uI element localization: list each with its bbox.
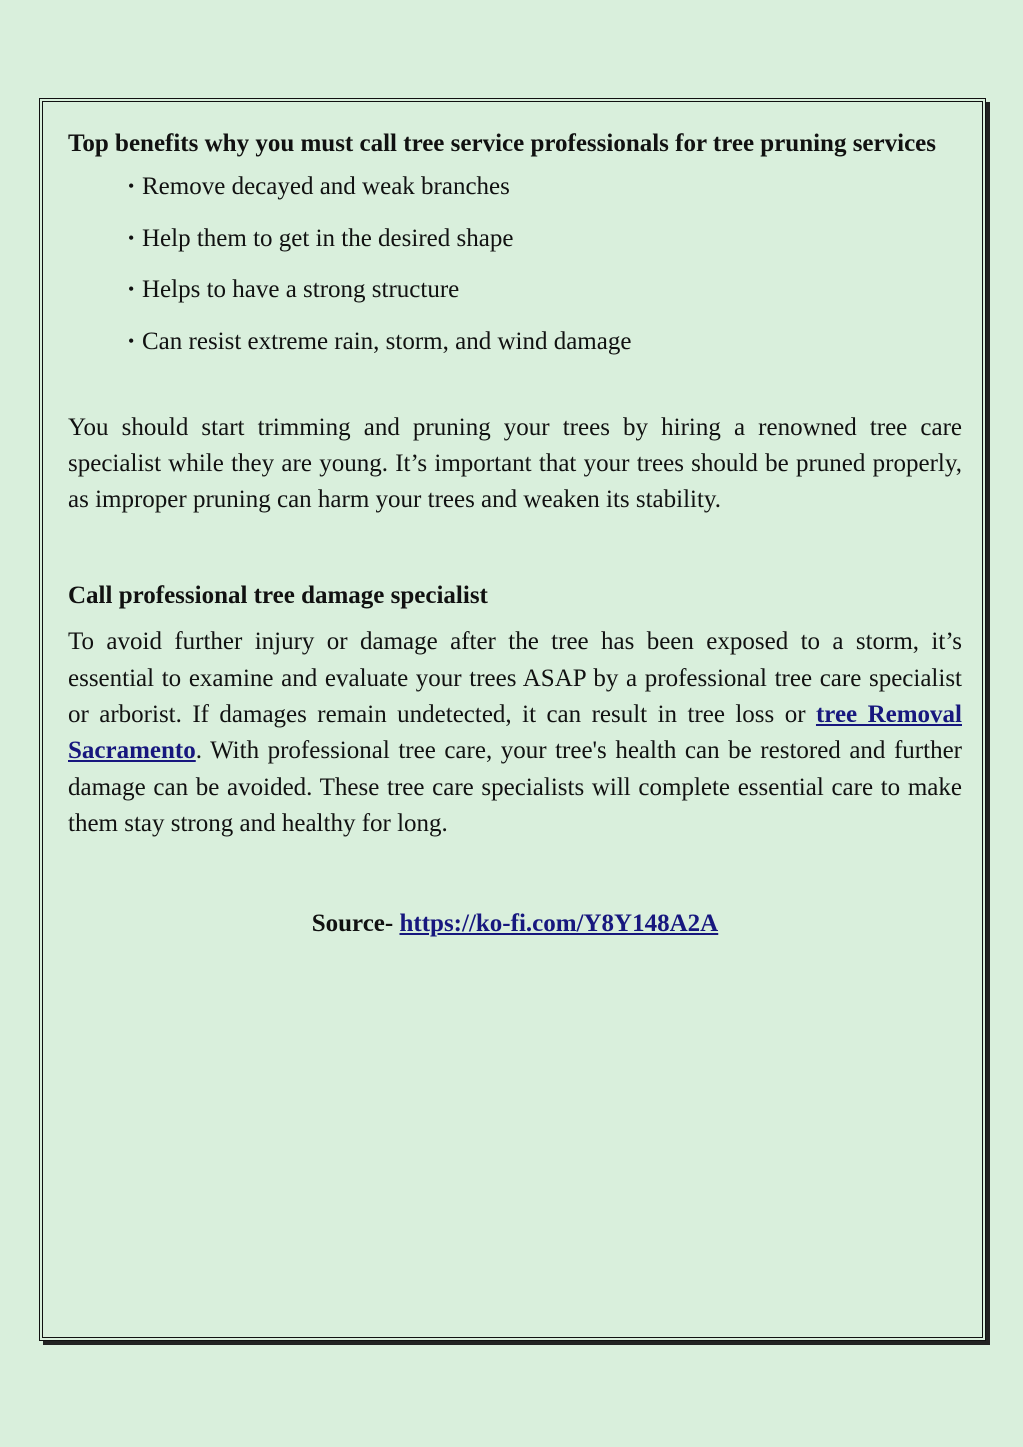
bullet-icon: •: [128, 279, 135, 299]
damage-specialist-heading: Call professional tree damage specialist: [68, 582, 488, 610]
damage-paragraph-text-after: . With professional tree care, your tree's health can be restored and further damage can be avoided. These tree care specialists will complete essential care to make them stay strong and healthy for long.: [68, 737, 962, 837]
source-label: Source-: [311, 910, 400, 938]
bullet-icon: •: [128, 330, 135, 351]
pruning-paragraph: You should start trimming and pruning your trees by hiring a renowned tree care specialist while they are young. It’s important that your trees should be pruned properly, as improper pruning can harm your trees and weaken its stability.: [68, 413, 962, 514]
benefits-list: [68, 168, 962, 360]
bullet-icon: •: [128, 227, 135, 248]
source-line: [68, 906, 962, 942]
benefits-heading: Top benefits why you must call tree service professionals for tree pruning services: [68, 130, 936, 157]
damage-paragraph: [68, 624, 962, 842]
list-item-text: Helps to have a strong structure: [142, 276, 460, 303]
list-item-text: Help them to get in the desired shape: [142, 224, 514, 252]
document-content: [68, 126, 962, 967]
bullet-icon: •: [128, 176, 135, 196]
list-item-text: Remove decayed and weak branches: [142, 173, 510, 200]
list-item: [128, 168, 962, 205]
list-item: [128, 271, 962, 308]
list-item: [128, 323, 962, 360]
tree-removal-sacramento-link[interactable]: tree Removal Sacramento: [68, 700, 962, 765]
damage-paragraph-text-before: To avoid further injury or damage after the tree has been exposed to a storm, it’s essential to examine and evaluate your trees ASAP by a professional tree care specialist or arborist. If damages remain undetected, it can result in tree loss or: [68, 628, 962, 728]
list-item-text: Can resist extreme rain, storm, and wind damage: [142, 327, 632, 355]
list-item: [128, 220, 962, 257]
source-link[interactable]: https://ko-fi.com/Y8Y148A2A: [399, 910, 719, 938]
